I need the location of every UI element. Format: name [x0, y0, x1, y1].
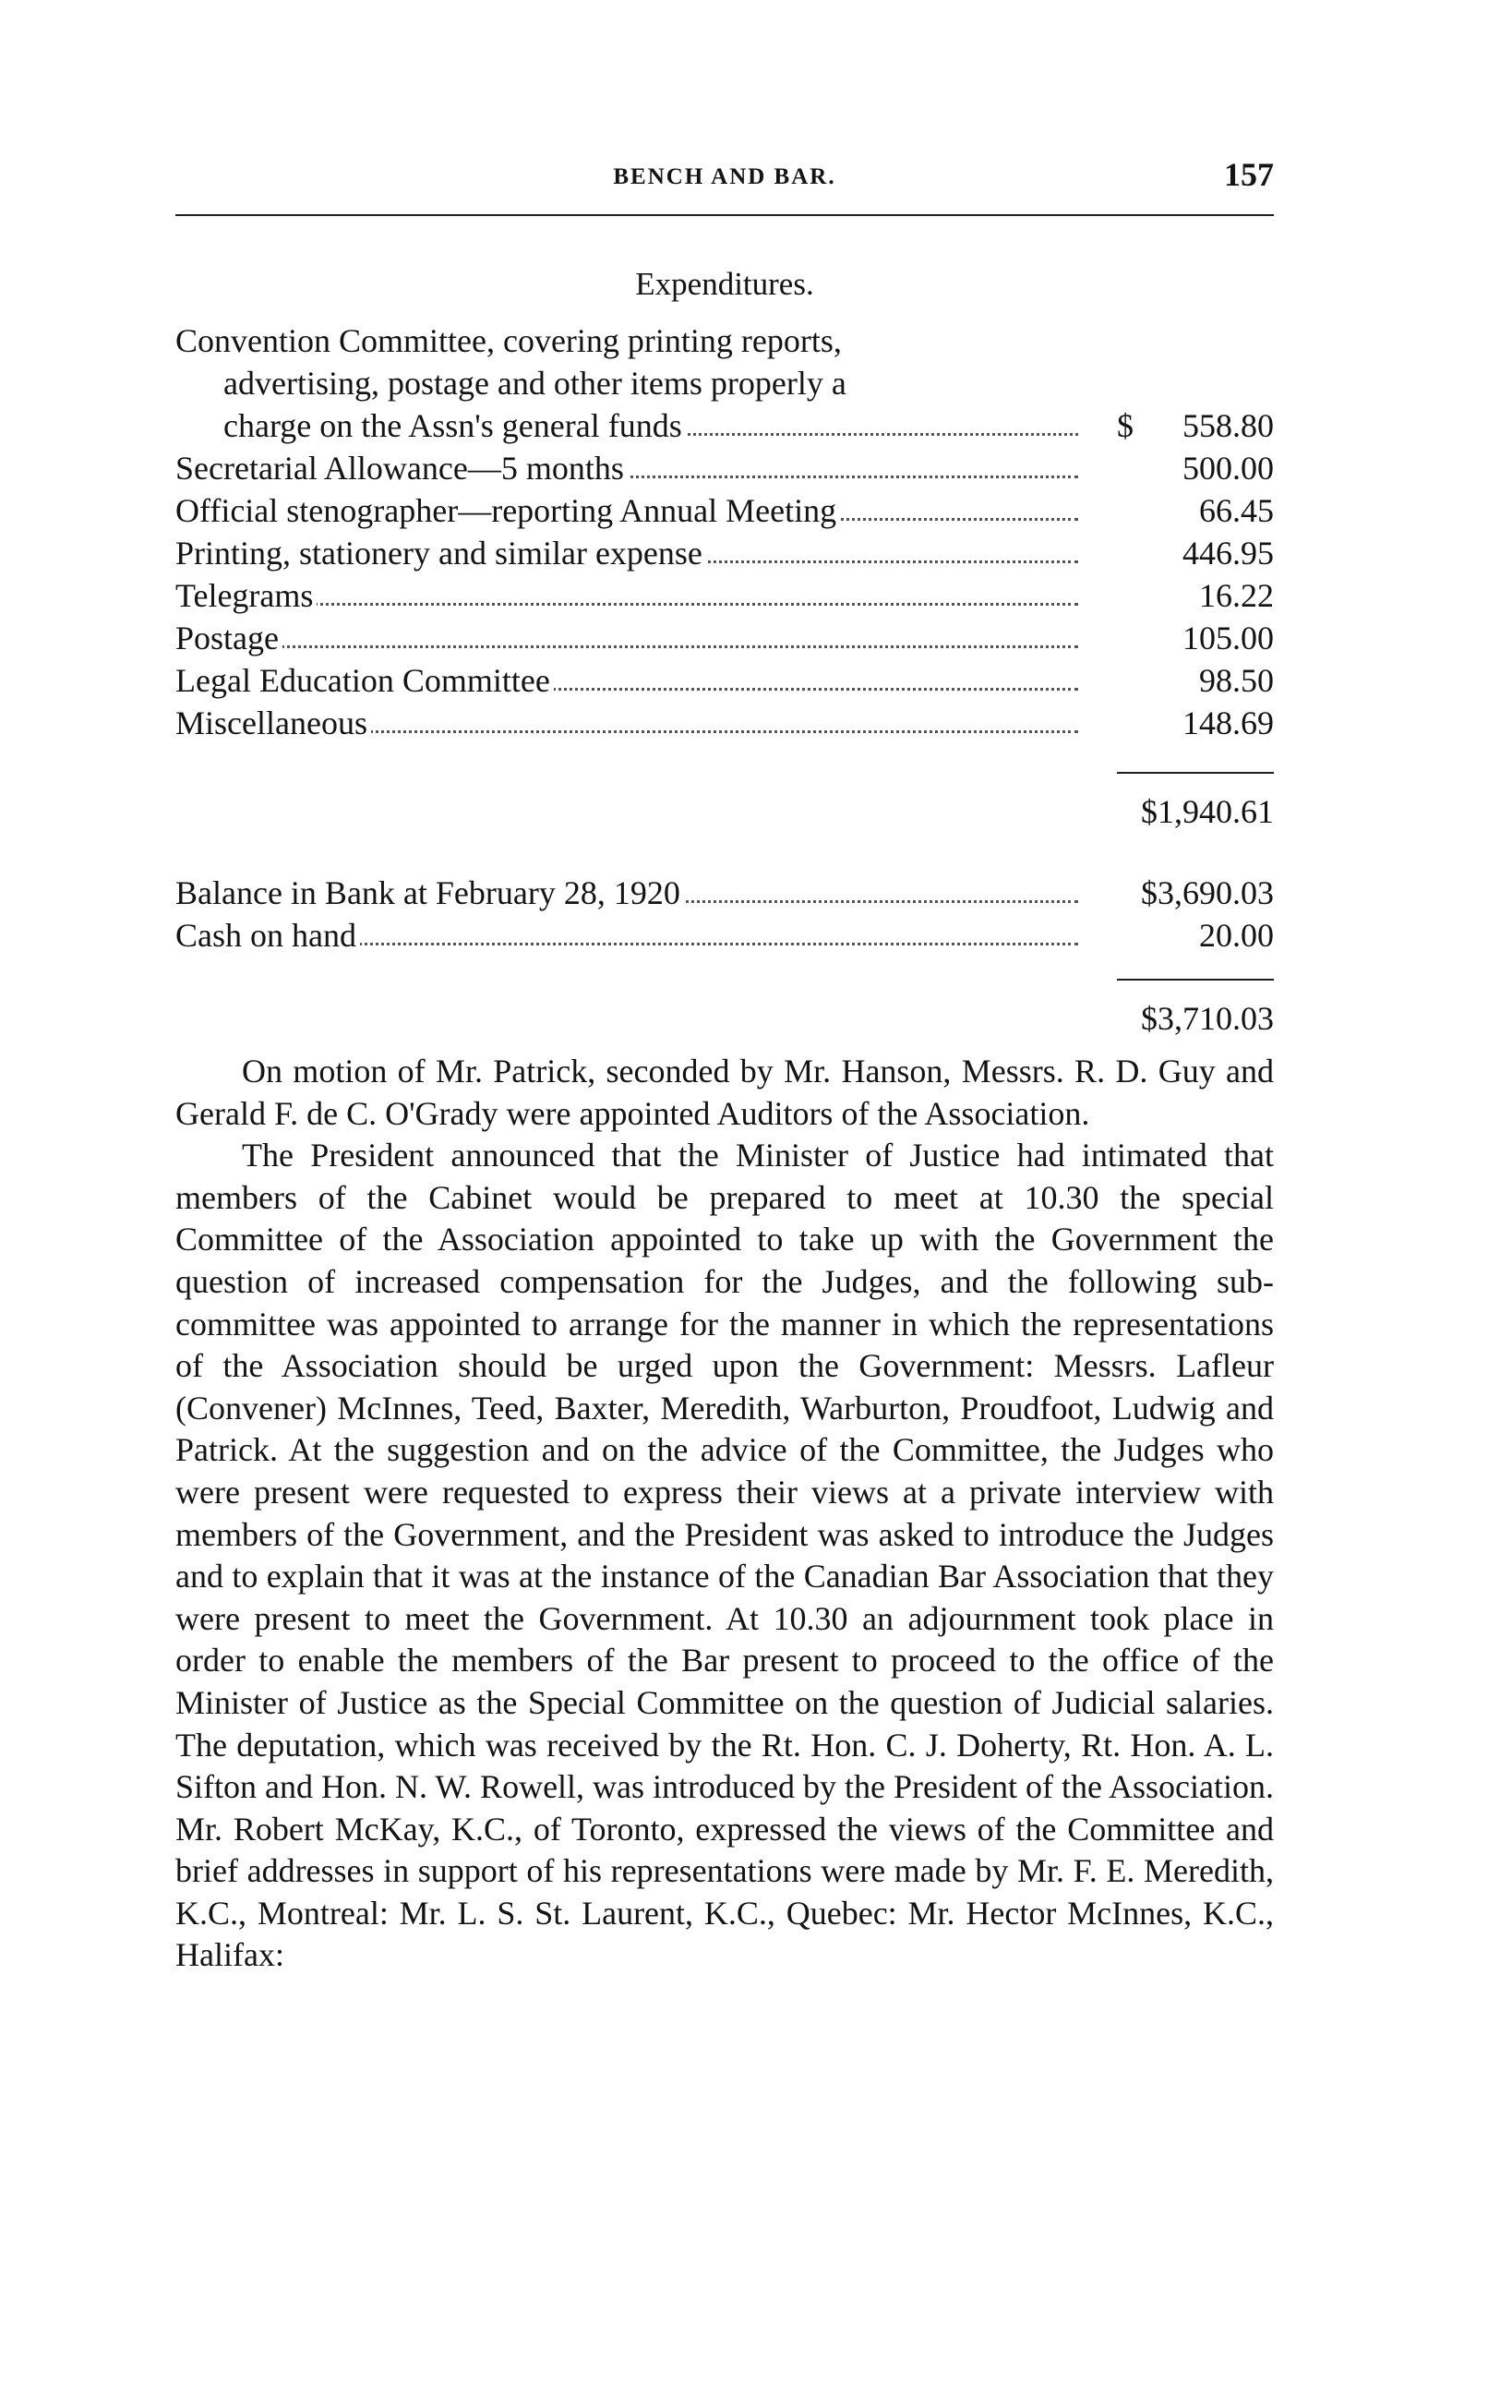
running-title: BENCH AND BAR. — [613, 164, 836, 189]
entry-line — [175, 447, 1078, 489]
entry-amount: $3,690.03 — [1141, 874, 1274, 911]
balance-total-row — [175, 997, 1274, 1040]
ledger-entry — [175, 659, 1274, 702]
paragraph-auditors: On motion of Mr. Patrick, seconded by Mr. Hanson, Messrs. R. D. Guy and Gerald F. de C. O'Grady were appointed Auditors of the Association. — [175, 1053, 1274, 1132]
ledger-entry — [175, 574, 1274, 617]
entry-amount: 105.00 — [1182, 620, 1274, 656]
expenditures-total-row — [175, 790, 1274, 833]
ledger-entry — [175, 447, 1274, 489]
entry-label: Official stenographer—reporting Annual Meeting — [175, 492, 840, 529]
entry-label: charge on the Assn's general funds — [223, 407, 686, 444]
entry-line — [175, 659, 1078, 702]
entry-amount: 500.00 — [1182, 450, 1274, 487]
entry-label: Postage — [175, 620, 282, 656]
balance-entry — [175, 914, 1274, 957]
entry-line — [175, 489, 1078, 532]
paragraph-deputation: The President announced that the Minister of Justice had intimated that members of the Cabinet would be prepared to meet at 10.30 the special Committee of the Association appointed to take up with the Government the question of increased compensation for the Judges, and the following sub-committee was appointed to arrange for the manner in which the representations of the Association should be urged upon the Government: Messrs. Lafleur (Convener) McInnes, Teed, Baxter, Meredith, Warburton, Proudfoot, Ludwig and Patrick. At the suggestion and on the advice of the Committee, the Judges who were present were requested to express their views at a private interview with members of the Government, and the President was asked to introduce the Judges and to explain that it was at the instance of the Canadian Bar Association that they were present to meet the Government. At 10.30 an adjournment took place in order to enable the members of the Bar present to proceed to the office of the Minister of Justice as the Special Committee on the question of Judicial salaries. The deputation, which was received by the Rt. Hon. C. J. Doherty, Rt. Hon. A. L. Sifton and Hon. N. W. Rowell, was introduced by the President of the Association. Mr. Robert McKay, K.C., of Toronto, expressed the views of the Committee and brief addresses in support of his representations were made by Mr. F. E. Meredith, K.C., Montreal: Mr. L. S. St. Laurent, K.C., Quebec: Mr. Hector McInnes, K.C., Halifax: — [175, 1137, 1274, 1974]
expenditures-title: Expenditures. — [635, 266, 814, 302]
entry-label: Telegrams — [175, 577, 317, 614]
entry-label: Cash on hand — [175, 917, 360, 954]
ledger-entry-convention — [175, 319, 1274, 362]
entry-line — [175, 617, 1078, 659]
ledger-entry — [175, 702, 1274, 744]
entry-amount: 16.22 — [1199, 577, 1274, 614]
section-gap — [175, 833, 1274, 872]
entry-line: advertising, postage and other items properly a — [223, 365, 846, 402]
balance-entry — [175, 872, 1274, 914]
total-spacer — [175, 957, 1274, 997]
entry-line — [175, 532, 1078, 574]
balance-total: $3,710.03 — [1141, 1000, 1274, 1037]
ledger-entry — [175, 617, 1274, 659]
entry-line — [175, 702, 1078, 744]
entry-amount: 558.80 — [1182, 407, 1274, 444]
entry-amount: 446.95 — [1182, 535, 1274, 572]
body-text — [175, 1051, 1274, 1977]
total-spacer — [175, 744, 1274, 790]
ledger-entry — [175, 489, 1274, 532]
expenditures-total: $1,940.61 — [1141, 793, 1274, 830]
entry-label: Miscellaneous — [175, 704, 371, 741]
entry-line — [175, 914, 1078, 957]
header-rule — [175, 214, 1274, 216]
running-head — [175, 155, 1274, 199]
ledger-entry-convention-cont — [175, 362, 1274, 404]
entry-line — [223, 404, 1078, 447]
entry-line: Convention Committee, covering printing reports, — [175, 322, 842, 359]
entry-amount: 98.50 — [1199, 662, 1274, 699]
entry-line — [175, 872, 1078, 914]
expenditures-ledger — [175, 319, 1274, 1040]
entry-line — [175, 574, 1078, 617]
entry-amount: 148.69 — [1182, 704, 1274, 741]
entry-amount: 20.00 — [1199, 917, 1274, 954]
page-number: 157 — [1224, 156, 1274, 193]
ledger-entry — [175, 532, 1274, 574]
entry-label: Printing, stationery and similar expense — [175, 535, 706, 572]
entry-label: Secretarial Allowance—5 months — [175, 450, 628, 487]
ledger-entry-convention-end — [175, 404, 1274, 447]
entry-label: Balance in Bank at February 28, 1920 — [175, 874, 684, 911]
entry-amount: 66.45 — [1199, 492, 1274, 529]
leader-dots — [175, 645, 1078, 648]
sum-rule — [1117, 979, 1274, 981]
entry-label: Legal Education Committee — [175, 662, 554, 699]
currency-sign: $ — [1117, 407, 1134, 444]
sum-rule — [1117, 772, 1274, 774]
